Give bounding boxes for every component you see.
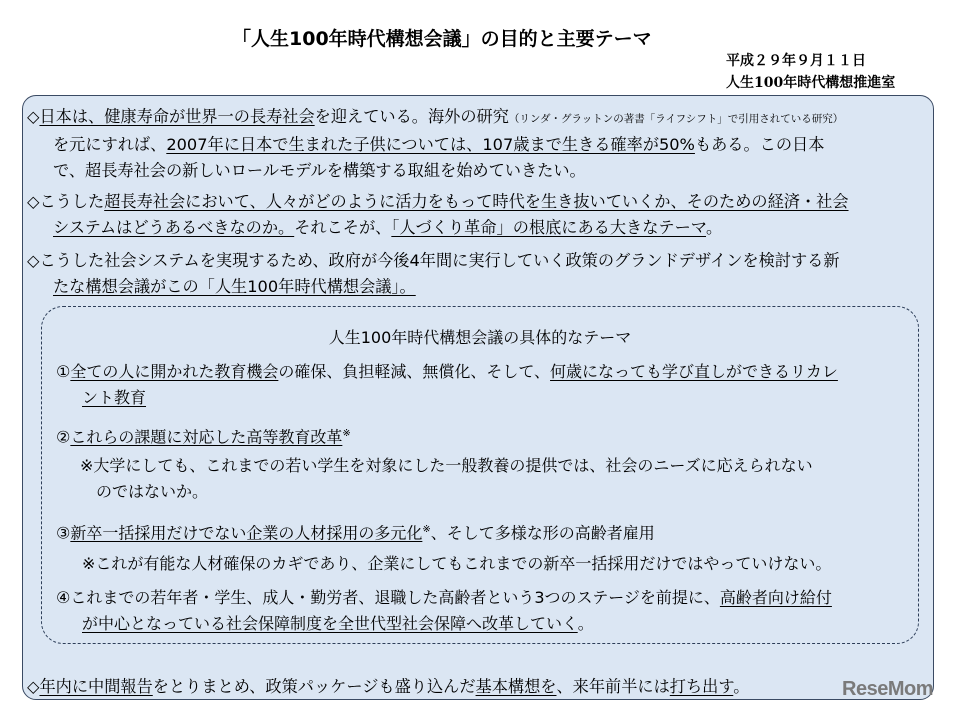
footnote-mark: ※	[422, 524, 431, 535]
body-text: もある。この日本	[694, 135, 825, 154]
body-text: 。	[706, 218, 723, 237]
body-text: それこそが、	[294, 218, 392, 237]
document-date: 平成２９年９月１１日	[726, 53, 866, 69]
item-number: ④	[56, 588, 71, 607]
highlight-text: たな構想会議がこの「人生100年時代構想会議」。	[53, 277, 416, 296]
highlight-text: 超長寿社会において、人々がどのように活力をもって時代を生き抜いていくか、そのための経済・社会	[104, 192, 849, 211]
body-text: 。	[733, 677, 750, 696]
theme-note-3: ※これが有能な人材確保のカギであり、企業にしてもこれまでの新卒一括採用だけではやっていけない。	[82, 554, 832, 573]
paragraph-1-line-1	[27, 104, 843, 132]
highlight-text: が中心となっている	[82, 614, 227, 633]
highlight-text: 日本は、健康寿命が世界一の長寿社会	[39, 107, 315, 126]
highlight-text: 「人づくり革命」の根底にある大きなテーマ	[391, 218, 707, 237]
paragraph-1	[27, 104, 843, 184]
item-number: ③	[56, 523, 71, 543]
body-text: を迎えている。海外の研究	[314, 107, 509, 126]
footnote-mark: ※	[342, 428, 351, 439]
page-title: 「人生100年時代構想会議」の目的と主要テーマ	[232, 28, 652, 50]
highlight-text: 基本構想を	[475, 677, 557, 696]
highlight-text: ント教育	[82, 388, 147, 407]
bullet-marker: ◇	[27, 251, 40, 270]
paragraph-3-line-2	[27, 274, 840, 300]
bullet-marker: ◇	[27, 107, 40, 126]
theme-item-4	[56, 585, 832, 637]
highlight-text: これらの課題に対応した高等教育改革	[70, 427, 343, 447]
body-text: を元にすれば、	[53, 135, 167, 154]
themes-title: 人生100年時代構想会議の具体的なテーマ	[328, 328, 632, 347]
themes-box	[41, 306, 919, 644]
theme-note-2	[80, 453, 813, 505]
item-number: ①	[56, 362, 71, 381]
highlight-text: 何歳になっても学び直しができるリカレ	[550, 362, 838, 381]
note-line: のではないか。	[96, 482, 209, 501]
body-text: こうした	[39, 192, 105, 211]
highlight-text: 打ち出す	[669, 677, 734, 696]
highlight-text: 全ての人に開かれた教育機会	[70, 362, 279, 381]
paragraph-2-line-2	[27, 215, 849, 241]
highlight-text: 高齢者向け給付	[719, 588, 832, 607]
theme-item-2	[56, 421, 351, 450]
paragraph-3-line-1	[27, 248, 840, 274]
highlight-text: 年内に中間報告	[39, 677, 153, 696]
body-text: 、来年前半には	[556, 677, 670, 696]
theme-item-3	[56, 517, 655, 546]
highlight-text: 2007年に日本で生まれた子供については、107歳まで生きる確率が50%	[166, 135, 695, 154]
paragraph-2-line-1	[27, 189, 849, 215]
resemom-logo: ReseMom	[842, 678, 933, 700]
body-text: の確保、負担軽減、無償化、そして、	[278, 362, 551, 381]
body-text: こうした社会システムを実現するため、政府が今後4年間に実行していく政策のグランドデザインを検討する新	[39, 251, 840, 270]
note-line: ※大学にしても、これまでの若い学生を対象にした一般教養の提供では、社会のニーズに応えられない	[80, 456, 813, 475]
issuing-office: 人生100年時代構想推進室	[726, 75, 896, 91]
bullet-marker: ◇	[27, 677, 40, 696]
body-text: これまでの若年者・学生、成人・勤労者、退職した高齢者という3つのステージを前提に、	[70, 588, 720, 607]
bullet-marker: ◇	[27, 192, 40, 211]
body-text: 、そして多様な形の高齢者雇用	[430, 523, 655, 543]
paragraph-1-line-3: で、超長寿社会の新しいロールモデルを構築する取組を始めていきたい。	[53, 161, 586, 180]
date-block	[726, 50, 895, 94]
theme-item-1	[56, 359, 838, 411]
highlight-text: システムはどうあるべきなのか。	[53, 218, 295, 237]
closing-paragraph	[27, 674, 749, 700]
paragraph-1-line-2	[27, 132, 843, 158]
highlight-text: 社会保障制度を全世代型社会保障へ改革していく	[226, 614, 578, 633]
item-number: ②	[56, 427, 71, 447]
citation-note: （リンダ・グラットンの著書「ライフシフト」で引用されている研究）	[508, 113, 844, 125]
paragraph-2	[27, 189, 849, 241]
body-text: をとりまとめ、政策パッケージも盛り込んだ	[152, 677, 476, 696]
main-content-box	[22, 95, 934, 700]
body-text: 。	[577, 614, 594, 633]
paragraph-3	[27, 248, 840, 300]
highlight-text: 新卒一括採用だけでない企業の人材採用の多元化	[70, 523, 423, 543]
